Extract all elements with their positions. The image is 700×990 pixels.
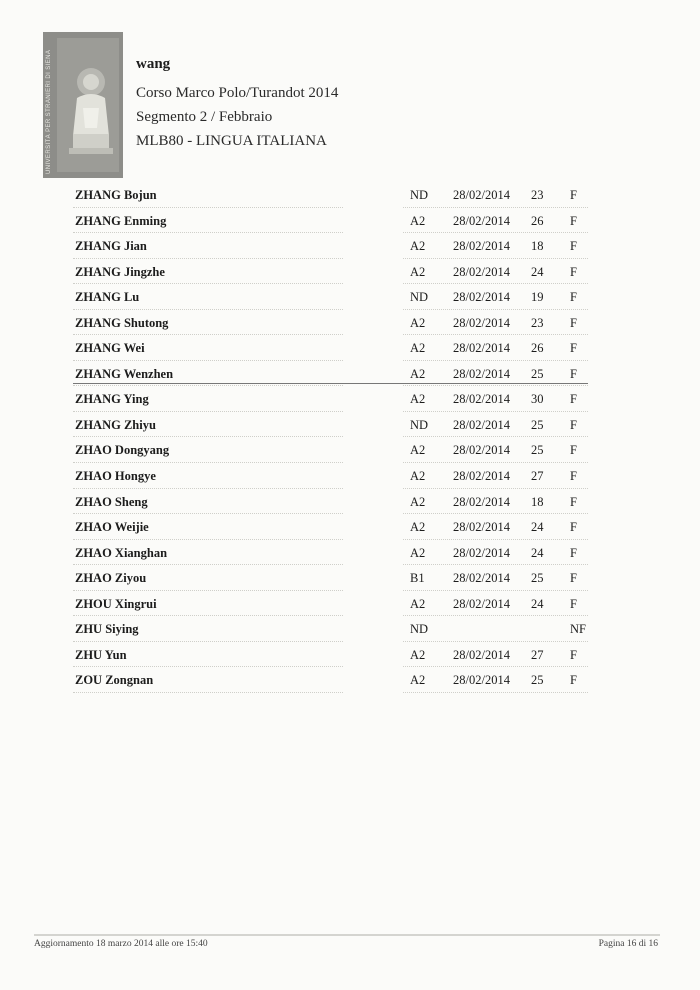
score-cell: 24: [531, 264, 544, 279]
level-cell: A2: [410, 673, 426, 688]
score-cell: 25: [531, 417, 544, 432]
result-cell: F: [570, 366, 577, 381]
student-name: ZHOU Xingrui: [75, 596, 157, 611]
table-row: [73, 645, 593, 671]
level-cell: A2: [410, 545, 426, 560]
level-cell: A2: [410, 494, 426, 509]
date-cell: 28/02/2014: [453, 520, 510, 535]
level-cell: ND: [410, 188, 429, 202]
row-rule: [403, 590, 588, 591]
date-cell: 28/02/2014: [453, 239, 510, 254]
row-rule: [403, 641, 588, 642]
row-rule: [73, 539, 343, 540]
score-cell: 24: [531, 545, 544, 560]
table-row: [73, 313, 593, 339]
level-cell: A2: [410, 647, 426, 662]
score-cell: 26: [531, 341, 544, 356]
level-cell: A2: [410, 341, 426, 356]
subject-title: MLB80 - LINGUA ITALIANA: [136, 133, 327, 149]
result-cell: F: [570, 571, 577, 586]
score-cell: 23: [531, 188, 544, 202]
student-name: ZHANG Wei: [75, 341, 145, 356]
footer-page-number: Pagina 16 di 16: [598, 939, 658, 949]
result-cell: NF: [570, 622, 586, 637]
result-cell: F: [570, 213, 577, 228]
student-name: ZHAO Hongye: [75, 469, 156, 484]
row-rule: [403, 309, 588, 310]
row-rule: [73, 666, 343, 667]
score-cell: 25: [531, 673, 544, 688]
row-rule: [73, 232, 343, 233]
date-cell: 28/02/2014: [453, 571, 510, 586]
result-cell: F: [570, 239, 577, 254]
level-cell: A2: [410, 520, 426, 535]
row-rule: [73, 692, 343, 693]
student-name: ZHANG Wenzhen: [75, 366, 174, 381]
table-row: [73, 568, 593, 594]
score-cell: 18: [531, 239, 544, 254]
row-rule: [403, 360, 588, 361]
table-row: [73, 262, 593, 288]
score-cell: 23: [531, 315, 544, 330]
logo-text: UNIVERSITÀ PER STRANIERI DI SIENA: [46, 49, 52, 174]
score-cell: 19: [531, 290, 544, 305]
level-cell: B1: [410, 571, 425, 586]
row-rule: [73, 309, 343, 310]
row-rule: [403, 564, 588, 565]
result-cell: F: [570, 392, 577, 407]
result-cell: F: [570, 341, 577, 356]
row-rule: [403, 207, 588, 208]
score-cell: 30: [531, 392, 544, 407]
row-rule: [73, 360, 343, 361]
result-cell: F: [570, 188, 577, 202]
level-cell: ND: [410, 622, 429, 637]
level-cell: A2: [410, 315, 426, 330]
row-rule: [403, 513, 588, 514]
score-cell: 26: [531, 213, 544, 228]
student-name: ZHANG Jingzhe: [75, 264, 165, 279]
student-name: ZHAO Dongyang: [75, 443, 170, 458]
row-rule: [73, 436, 343, 437]
row-rule: [73, 334, 343, 335]
student-name: ZHAO Sheng: [75, 494, 148, 509]
result-cell: F: [570, 417, 577, 432]
row-rule: [403, 385, 588, 386]
table-row: [73, 236, 593, 262]
course-title: Corso Marco Polo/Turandot 2014: [136, 85, 339, 101]
row-rule: [73, 258, 343, 259]
row-rule: [403, 258, 588, 259]
level-cell: A2: [410, 469, 426, 484]
score-cell: 25: [531, 571, 544, 586]
table-row: [73, 670, 593, 696]
student-name: ZHANG Enming: [75, 213, 167, 228]
footer-updated: Aggiornamento 18 marzo 2014 alle ore 15:40: [34, 939, 208, 949]
row-rule: [403, 539, 588, 540]
result-cell: F: [570, 469, 577, 484]
table-row: [73, 415, 593, 441]
score-cell: 27: [531, 647, 544, 662]
row-rule: [73, 462, 343, 463]
student-name: ZHANG Jian: [75, 239, 147, 254]
table-row: [73, 364, 593, 390]
date-cell: 28/02/2014: [453, 494, 510, 509]
student-name: ZHANG Ying: [75, 392, 149, 407]
student-name: ZHANG Lu: [75, 290, 140, 305]
result-cell: F: [570, 315, 577, 330]
date-cell: 28/02/2014: [453, 264, 510, 279]
row-rule: [403, 436, 588, 437]
score-cell: 27: [531, 469, 544, 484]
result-cell: F: [570, 647, 577, 662]
date-cell: 28/02/2014: [453, 366, 510, 381]
row-rule: [73, 385, 343, 386]
date-cell: 28/02/2014: [453, 392, 510, 407]
level-cell: ND: [410, 290, 429, 305]
row-rule: [73, 283, 343, 284]
row-rule: [73, 564, 343, 565]
row-rule: [73, 488, 343, 489]
row-rule: [73, 641, 343, 642]
table-row: [73, 338, 593, 364]
date-cell: 28/02/2014: [453, 443, 510, 458]
row-rule: [73, 513, 343, 514]
row-rule: [403, 666, 588, 667]
score-cell: 25: [531, 366, 544, 381]
result-cell: F: [570, 545, 577, 560]
date-cell: 28/02/2014: [453, 188, 510, 202]
result-cell: F: [570, 520, 577, 535]
level-cell: ND: [410, 417, 429, 432]
student-name: ZHAO Xianghan: [75, 545, 168, 560]
result-cell: F: [570, 596, 577, 611]
level-cell: A2: [410, 366, 426, 381]
student-name: ZHANG Bojun: [75, 188, 157, 202]
table-row: [73, 185, 593, 211]
date-cell: 28/02/2014: [453, 647, 510, 662]
date-cell: 28/02/2014: [453, 469, 510, 484]
level-cell: A2: [410, 264, 426, 279]
row-rule: [73, 207, 343, 208]
level-cell: A2: [410, 213, 426, 228]
date-cell: 28/02/2014: [453, 341, 510, 356]
result-cell: F: [570, 443, 577, 458]
table-row: [73, 287, 593, 313]
table-row: [73, 440, 593, 466]
row-rule: [403, 232, 588, 233]
level-cell: A2: [410, 443, 426, 458]
result-cell: F: [570, 290, 577, 305]
student-name: ZHU Siying: [75, 622, 139, 637]
table-row: [73, 389, 593, 415]
user-name: wang: [136, 56, 171, 72]
result-cell: F: [570, 494, 577, 509]
score-cell: 18: [531, 494, 544, 509]
row-rule: [403, 334, 588, 335]
row-rule: [73, 615, 343, 616]
row-rule: [403, 462, 588, 463]
row-rule: [73, 590, 343, 591]
level-cell: A2: [410, 239, 426, 254]
result-cell: F: [570, 264, 577, 279]
row-rule: [403, 692, 588, 693]
date-cell: 28/02/2014: [453, 596, 510, 611]
segment-title: Segmento 2 / Febbraio: [136, 109, 273, 125]
level-cell: A2: [410, 392, 426, 407]
row-rule: [403, 411, 588, 412]
date-cell: 28/02/2014: [453, 417, 510, 432]
score-cell: 24: [531, 520, 544, 535]
student-name: ZHAO Weijie: [75, 520, 149, 535]
row-rule: [73, 411, 343, 412]
student-name: ZHANG Shutong: [75, 315, 169, 330]
seated-figure-logo-icon: [43, 32, 123, 178]
university-logo: [43, 32, 123, 178]
date-cell: 28/02/2014: [453, 290, 510, 305]
student-name: ZHU Yun: [75, 647, 127, 662]
score-cell: 24: [531, 596, 544, 611]
table-row: [73, 211, 593, 237]
footer-rule: [34, 934, 660, 936]
row-rule: [403, 615, 588, 616]
table-row: [73, 543, 593, 569]
student-name: ZHAO Ziyou: [75, 571, 147, 586]
table-row: [73, 492, 593, 518]
table-row: [73, 619, 593, 645]
table-row: [73, 466, 593, 492]
student-name: ZHANG Zhiyu: [75, 417, 156, 432]
results-table: [73, 185, 593, 696]
level-cell: A2: [410, 596, 426, 611]
score-cell: 25: [531, 443, 544, 458]
row-rule: [403, 283, 588, 284]
document-header: [136, 56, 338, 153]
result-cell: F: [570, 673, 577, 688]
date-cell: 28/02/2014: [453, 673, 510, 688]
date-cell: 28/02/2014: [453, 315, 510, 330]
table-row: [73, 517, 593, 543]
date-cell: 28/02/2014: [453, 213, 510, 228]
table-row: [73, 594, 593, 620]
row-rule: [403, 488, 588, 489]
date-cell: 28/02/2014: [453, 545, 510, 560]
student-name: ZOU Zongnan: [75, 673, 154, 688]
